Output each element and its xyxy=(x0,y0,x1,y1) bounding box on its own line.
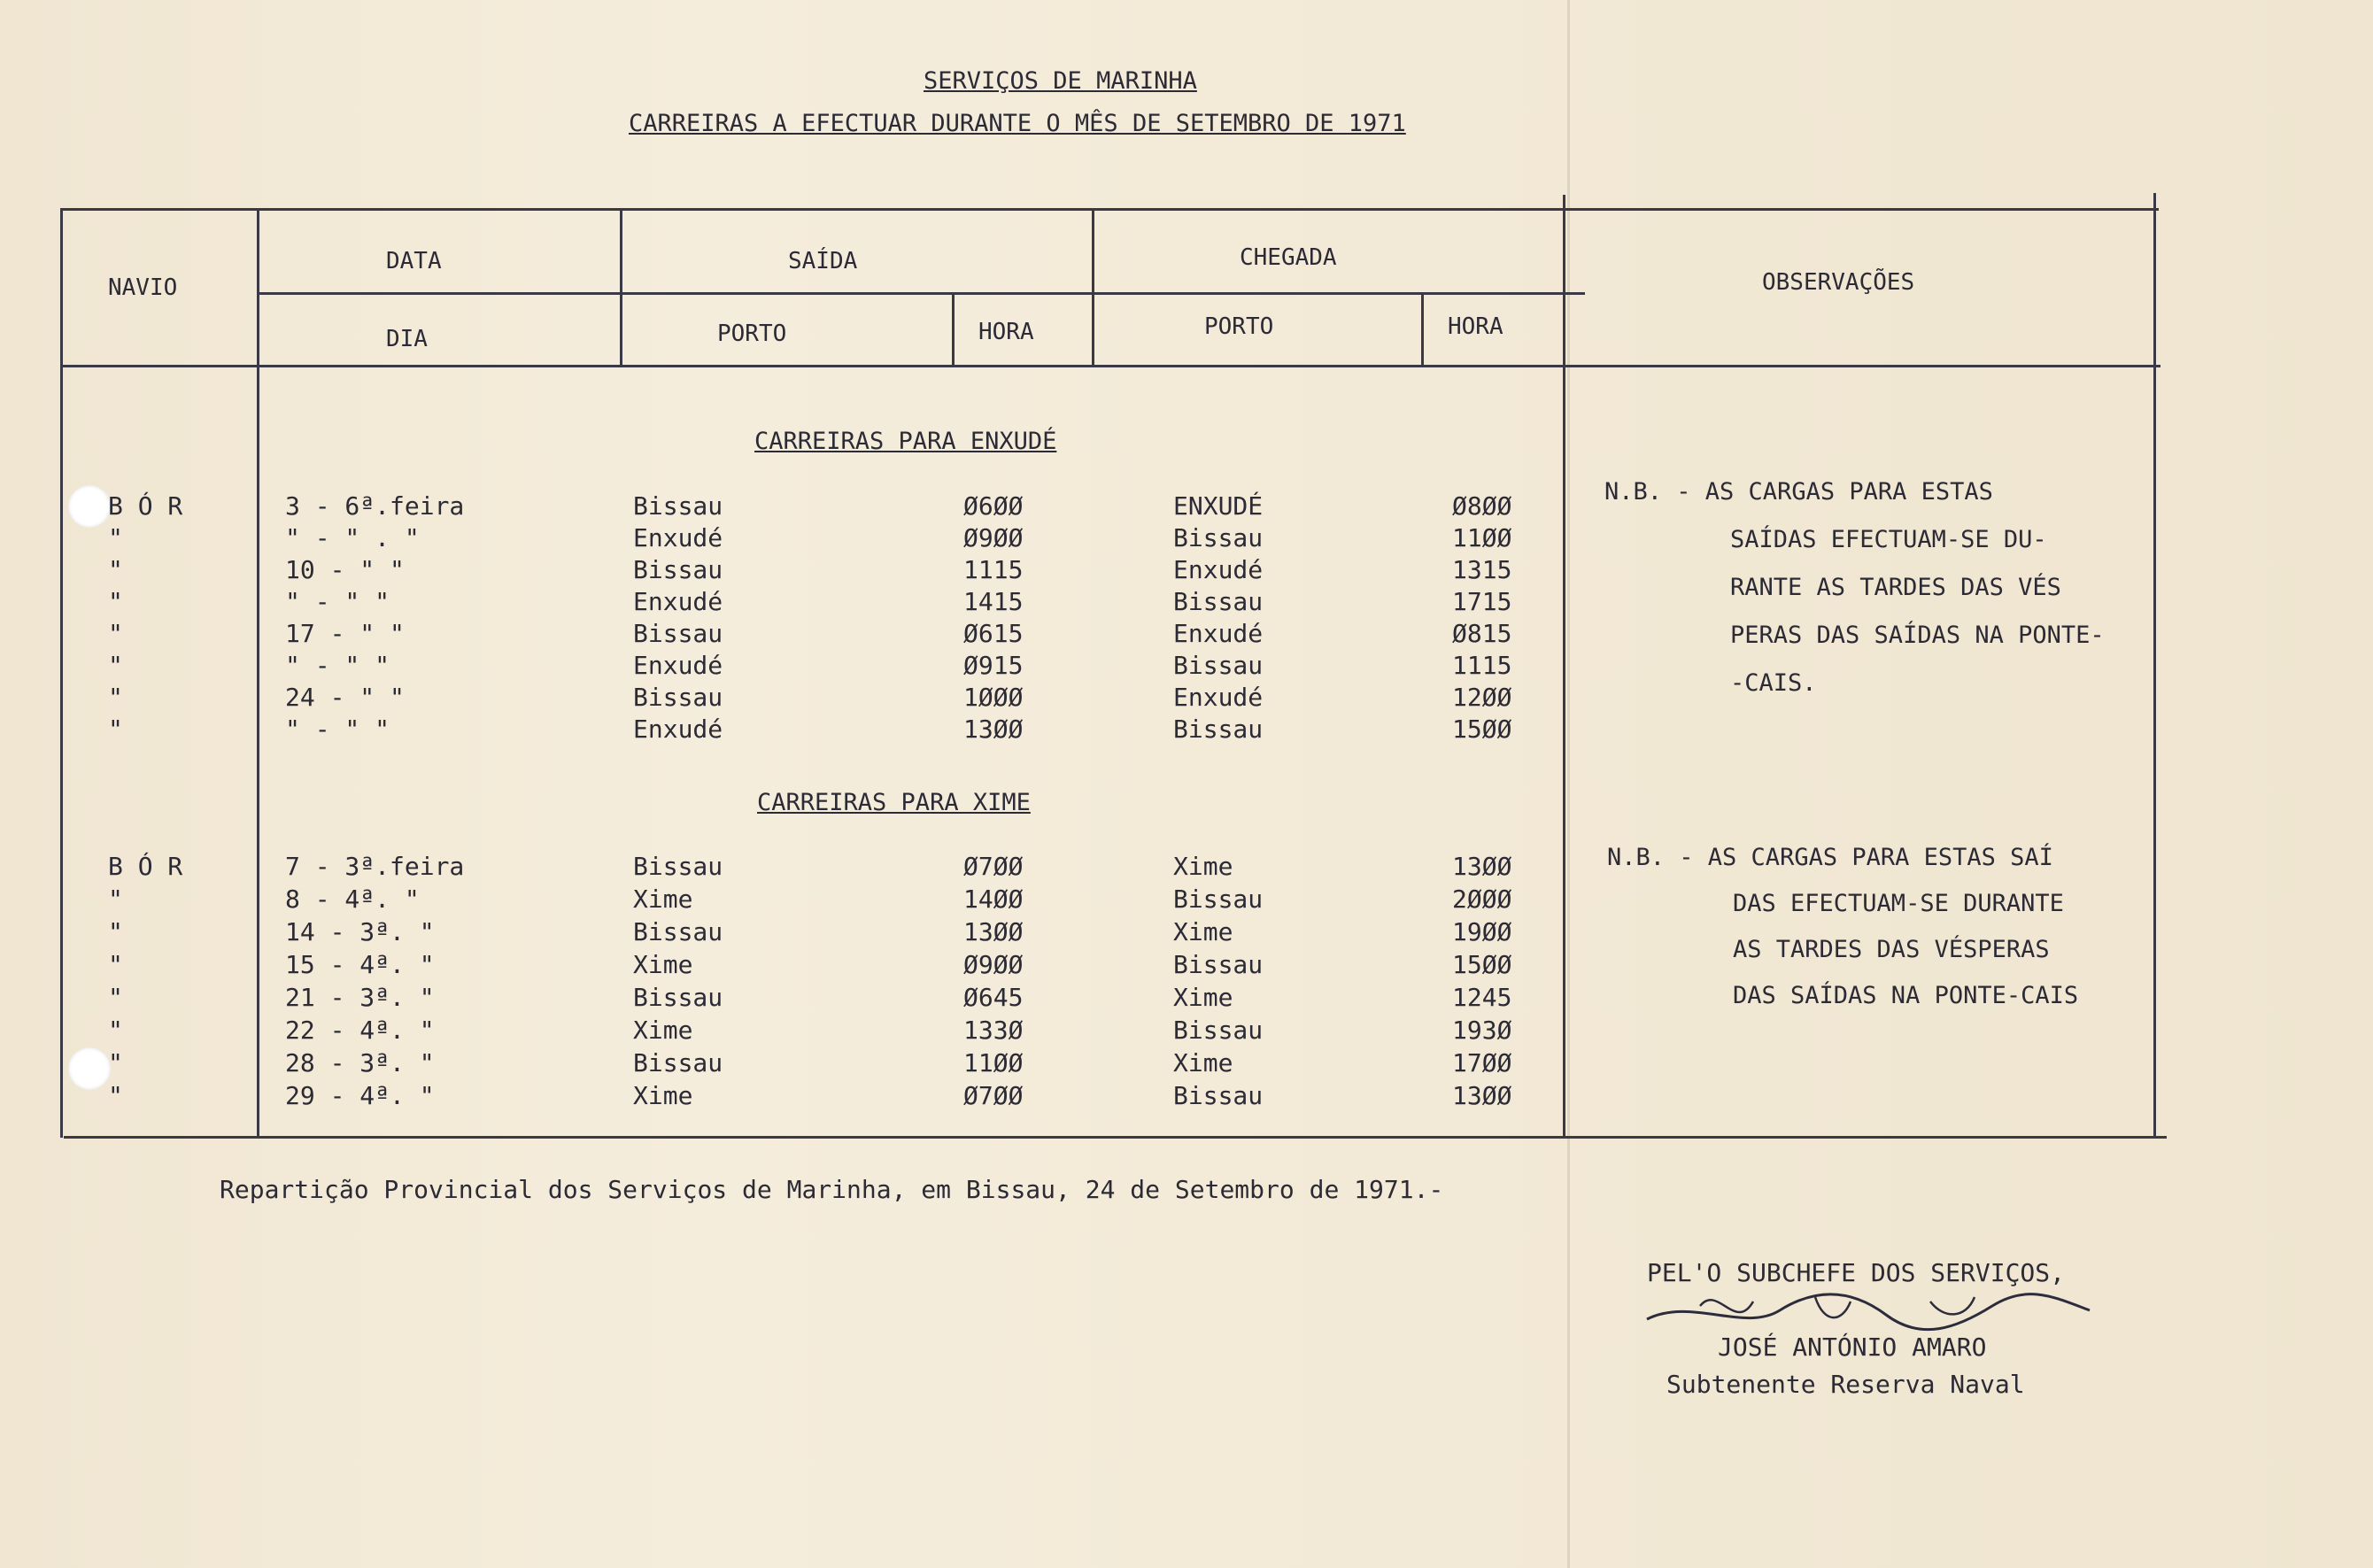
section-title-enxude: CARREIRAS PARA ENXUDÉ xyxy=(754,428,1057,455)
header-chegada-hora: HORA xyxy=(1448,313,1503,340)
header-chegada-porto: PORTO xyxy=(1204,313,1274,340)
cell-navio: " xyxy=(108,884,123,914)
cell-saida-porto: Xime xyxy=(633,950,693,979)
header-observacoes: OBSERVAÇÕES xyxy=(1762,269,1915,296)
cell-chegada-porto: Bissau xyxy=(1173,1081,1264,1110)
cell-chegada-hora: Ø815 xyxy=(1452,619,1512,648)
cell-saida-hora: Ø6ØØ xyxy=(963,491,1024,521)
cell-saida-hora: 1115 xyxy=(963,555,1024,584)
cell-dia: 22 - 4ª. " xyxy=(285,1016,435,1045)
cell-chegada-porto: Enxudé xyxy=(1173,555,1264,584)
section-title-xime: CARREIRAS PARA XIME xyxy=(757,789,1031,816)
cell-saida-hora: 133Ø xyxy=(963,1016,1024,1045)
cell-chegada-hora: 2ØØØ xyxy=(1452,884,1512,914)
cell-chegada-porto: Xime xyxy=(1173,1048,1233,1078)
punch-hole xyxy=(68,1047,111,1090)
cell-saida-porto: Bissau xyxy=(633,491,723,521)
cell-dia: 17 - " " xyxy=(285,619,405,648)
header-dia: DIA xyxy=(386,326,428,352)
col-divider-saida xyxy=(1092,208,1094,366)
cell-saida-hora: 11ØØ xyxy=(963,1048,1024,1078)
cell-chegada-hora: 193Ø xyxy=(1452,1016,1512,1045)
cell-saida-porto: Enxudé xyxy=(633,651,723,680)
cell-navio: " xyxy=(108,651,123,680)
cell-chegada-hora: 1115 xyxy=(1452,651,1512,680)
cell-navio: " xyxy=(108,917,123,946)
signatory-for: PEL'O SUBCHEFE DOS SERVIÇOS, xyxy=(1647,1258,2066,1287)
table-header-bottom xyxy=(60,365,2160,367)
cell-navio: " xyxy=(108,1048,123,1078)
cell-chegada-hora: 12ØØ xyxy=(1452,683,1512,712)
cell-chegada-porto: Bissau xyxy=(1173,523,1264,552)
cell-dia: 7 - 3ª.feira xyxy=(285,852,465,881)
cell-saida-hora: Ø645 xyxy=(963,983,1024,1012)
col-divider-data xyxy=(620,208,622,366)
table-subheader-line xyxy=(257,292,1585,295)
cell-navio: " xyxy=(108,950,123,979)
cell-saida-hora: 1415 xyxy=(963,587,1024,616)
note-line: -CAIS. xyxy=(1730,669,1817,697)
note-line: N.B. - AS CARGAS PARA ESTAS SAÍ xyxy=(1607,844,2053,871)
cell-navio: B Ó R xyxy=(108,491,183,521)
cell-saida-porto: Enxudé xyxy=(633,587,723,616)
table-right-border xyxy=(2153,193,2156,1136)
cell-chegada-hora: 15ØØ xyxy=(1452,714,1512,744)
cell-navio: B Ó R xyxy=(108,852,183,881)
cell-dia: 14 - 3ª. " xyxy=(285,917,435,946)
cell-saida-porto: Xime xyxy=(633,884,693,914)
cell-navio: " xyxy=(108,983,123,1012)
cell-saida-hora: Ø9ØØ xyxy=(963,950,1024,979)
signatory-name: JOSÉ ANTÓNIO AMARO xyxy=(1718,1332,1987,1362)
cell-saida-porto: Enxudé xyxy=(633,523,723,552)
col-divider-navio xyxy=(257,208,259,1138)
col-divider-observacoes xyxy=(1563,195,1565,1136)
cell-dia: 21 - 3ª. " xyxy=(285,983,435,1012)
col-divider-saida-hora xyxy=(952,294,955,365)
col-divider-chegada-hora xyxy=(1421,294,1424,365)
place-and-date: Repartição Provincial dos Serviços de Marinha, em Bissau, 24 de Setembro de 1971.- xyxy=(220,1175,1444,1204)
cell-saida-porto: Bissau xyxy=(633,555,723,584)
cell-chegada-porto: Enxudé xyxy=(1173,683,1264,712)
note-line: SAÍDAS EFECTUAM-SE DU- xyxy=(1730,526,2047,553)
header-saida: SAÍDA xyxy=(788,248,858,274)
cell-chegada-hora: Ø8ØØ xyxy=(1452,491,1512,521)
cell-dia: 28 - 3ª. " xyxy=(285,1048,435,1078)
note-line: AS TARDES DAS VÉSPERAS xyxy=(1733,936,2050,963)
cell-navio: " xyxy=(108,1081,123,1110)
cell-navio: " xyxy=(108,587,123,616)
cell-chegada-porto: Bissau xyxy=(1173,587,1264,616)
cell-chegada-porto: Bissau xyxy=(1173,1016,1264,1045)
cell-saida-hora: 1ØØØ xyxy=(963,683,1024,712)
cell-chegada-hora: 1245 xyxy=(1452,983,1512,1012)
note-line: DAS EFECTUAM-SE DURANTE xyxy=(1733,890,2064,917)
cell-saida-porto: Bissau xyxy=(633,983,723,1012)
paper-fold xyxy=(1567,0,1570,1568)
punch-hole xyxy=(68,485,111,528)
table-top-border xyxy=(60,208,2159,211)
cell-dia: 10 - " " xyxy=(285,555,405,584)
cell-saida-hora: 13ØØ xyxy=(963,714,1024,744)
cell-dia: " - " " xyxy=(285,714,390,744)
cell-chegada-porto: Bissau xyxy=(1173,884,1264,914)
signatory-rank: Subtenente Reserva Naval xyxy=(1666,1370,2025,1399)
cell-chegada-porto: Xime xyxy=(1173,917,1233,946)
cell-chegada-hora: 11ØØ xyxy=(1452,523,1512,552)
header-chegada: CHEGADA xyxy=(1240,244,1337,271)
cell-saida-porto: Bissau xyxy=(633,852,723,881)
cell-saida-hora: 14ØØ xyxy=(963,884,1024,914)
cell-chegada-hora: 15ØØ xyxy=(1452,950,1512,979)
note-line: RANTE AS TARDES DAS VÉS xyxy=(1730,574,2061,601)
cell-dia: 15 - 4ª. " xyxy=(285,950,435,979)
cell-navio: " xyxy=(108,714,123,744)
note-line: PERAS DAS SAÍDAS NA PONTE- xyxy=(1730,622,2105,649)
note-line: DAS SAÍDAS NA PONTE-CAIS xyxy=(1733,982,2079,1009)
cell-dia: 8 - 4ª. " xyxy=(285,884,420,914)
header-saida-hora: HORA xyxy=(978,319,1034,345)
office-title: SERVIÇOS DE MARINHA xyxy=(924,67,1197,95)
cell-chegada-porto: Bissau xyxy=(1173,651,1264,680)
cell-chegada-hora: 1315 xyxy=(1452,555,1512,584)
cell-saida-hora: Ø7ØØ xyxy=(963,1081,1024,1110)
cell-chegada-hora: 1715 xyxy=(1452,587,1512,616)
cell-saida-hora: Ø615 xyxy=(963,619,1024,648)
cell-dia: 24 - " " xyxy=(285,683,405,712)
cell-saida-porto: Bissau xyxy=(633,683,723,712)
cell-chegada-porto: Xime xyxy=(1173,852,1233,881)
cell-chegada-hora: 13ØØ xyxy=(1452,852,1512,881)
cell-chegada-hora: 13ØØ xyxy=(1452,1081,1512,1110)
cell-dia: " - " . " xyxy=(285,523,420,552)
cell-navio: " xyxy=(108,1016,123,1045)
cell-saida-porto: Bissau xyxy=(633,917,723,946)
cell-chegada-porto: Xime xyxy=(1173,983,1233,1012)
cell-chegada-porto: Enxudé xyxy=(1173,619,1264,648)
cell-chegada-porto: Bissau xyxy=(1173,714,1264,744)
cell-dia: " - " " xyxy=(285,587,390,616)
cell-navio: " xyxy=(108,683,123,712)
header-saida-porto: PORTO xyxy=(717,321,787,347)
cell-dia: 29 - 4ª. " xyxy=(285,1081,435,1110)
cell-saida-porto: Xime xyxy=(633,1016,693,1045)
cell-saida-hora: Ø9ØØ xyxy=(963,523,1024,552)
table-bottom-border xyxy=(64,1136,2167,1139)
cell-saida-hora: Ø7ØØ xyxy=(963,852,1024,881)
cell-navio: " xyxy=(108,523,123,552)
note-line: N.B. - AS CARGAS PARA ESTAS xyxy=(1604,478,1993,506)
cell-dia: 3 - 6ª.feira xyxy=(285,491,465,521)
cell-navio: " xyxy=(108,619,123,648)
cell-dia: " - " " xyxy=(285,651,390,680)
cell-chegada-porto: Bissau xyxy=(1173,950,1264,979)
cell-saida-hora: Ø915 xyxy=(963,651,1024,680)
header-navio: NAVIO xyxy=(108,274,178,301)
document-title: CARREIRAS A EFECTUAR DURANTE O MÊS DE SETEMBRO DE 1971 xyxy=(629,110,1406,137)
cell-chegada-hora: 17ØØ xyxy=(1452,1048,1512,1078)
cell-saida-porto: Enxudé xyxy=(633,714,723,744)
cell-chegada-porto: ENXUDÉ xyxy=(1173,491,1264,521)
header-data: DATA xyxy=(386,248,442,274)
cell-saida-porto: Xime xyxy=(633,1081,693,1110)
cell-saida-hora: 13ØØ xyxy=(963,917,1024,946)
cell-navio: " xyxy=(108,555,123,584)
cell-saida-porto: Bissau xyxy=(633,619,723,648)
table-left-border xyxy=(60,208,63,1138)
cell-chegada-hora: 19ØØ xyxy=(1452,917,1512,946)
cell-saida-porto: Bissau xyxy=(633,1048,723,1078)
